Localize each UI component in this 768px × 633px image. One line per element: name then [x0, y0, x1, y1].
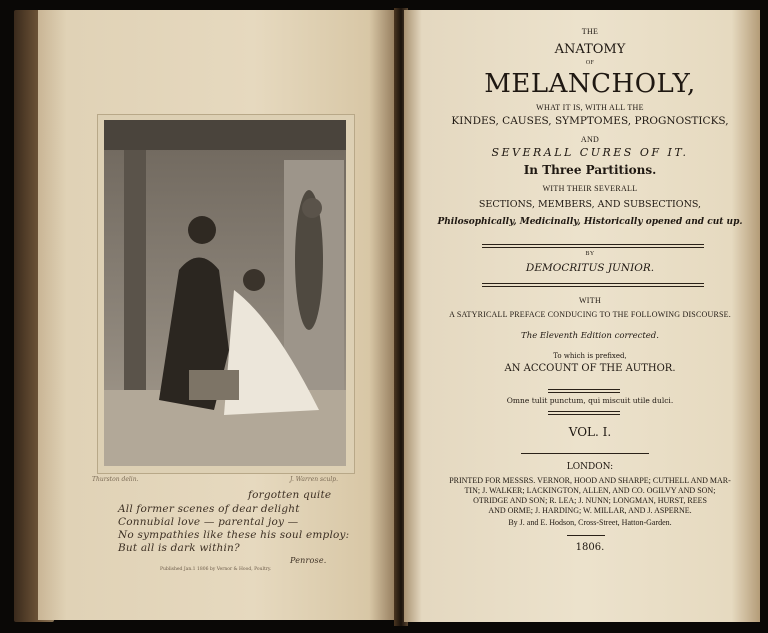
volume-number: VOL. I. [568, 425, 612, 439]
subtitle-sections: SECTIONS, MEMBERS, AND SUBSECTIONS, [478, 199, 702, 210]
edition-line: The Eleventh Edition corrected. [521, 331, 659, 341]
verse-attribution: Penrose. [290, 556, 327, 565]
publication-line: Published Jan.1 1806 by Vernor & Hood, Poultry. [160, 567, 272, 572]
printers-line: AND ORME; J. HARDING; W. MILLAR, AND J. ASPERNE. [488, 506, 692, 515]
subtitle-philosophically: Philosophically, Medicinally, Historically opened and cut up. [437, 217, 743, 227]
subtitle-cures: SEVERALL CURES OF IT. [491, 146, 689, 159]
divider [567, 535, 605, 536]
divider [482, 283, 704, 287]
london-line: LONDON: [566, 462, 614, 472]
engraver-credit: J. Warren sculp. [290, 476, 339, 483]
latin-motto: Omne tulit punctum, qui miscuit utile dulci. [506, 396, 674, 405]
subtitle-kindes: KINDES, CAUSES, SYMPTOMES, PROGNOSTICKS, [451, 115, 729, 127]
verse-line: No sympathies like these his soul employ: [118, 529, 350, 541]
verse-line: Connubial love — parental joy — [118, 516, 299, 528]
publication-year: 1806. [575, 542, 605, 553]
title-of: OF [585, 60, 595, 66]
subtitle-with-their: WITH THEIR SEVERALL [542, 184, 638, 193]
divider [548, 411, 620, 415]
printers-line: PRINTED FOR MESSRS. VERNOR, HOOD AND SHARPE; CUTHELL AND MAR- [449, 476, 731, 485]
account-line: AN ACCOUNT OF THE AUTHOR. [504, 363, 676, 374]
divider [521, 453, 649, 454]
title-anatomy: ANATOMY [554, 42, 626, 57]
subtitle-partitions: In Three Partitions. [523, 163, 657, 177]
printed-by-line: By J. and E. Hodson, Cross-Street, Hatton-Garden. [508, 518, 672, 527]
subtitle-and: AND [580, 135, 600, 144]
divider [548, 389, 620, 393]
artist-credit: Thurston delin. [92, 476, 139, 483]
printers-line: OTRIDGE AND SON; R. LEA; J. NUNN; LONGMAN, HURST, REES [473, 496, 707, 505]
title-melancholy: MELANCHOLY, [484, 69, 696, 99]
verse-line: forgotten quite [248, 489, 332, 501]
with-label: WITH [578, 296, 602, 305]
verse-line: All former scenes of dear delight [118, 503, 300, 515]
preface-line: A SATYRICALL PREFACE CONDUCING TO THE FOLLOWING DISCOURSE. [449, 310, 731, 319]
frontispiece-engraving [104, 120, 346, 466]
verse-line: But all is dark within? [118, 542, 240, 554]
title-the: THE [581, 27, 599, 36]
subtitle-what-it-is: WHAT IT IS, WITH ALL THE [536, 103, 644, 112]
printers-line: TIN; J. WALKER; LACKINGTON, ALLEN, AND CO. OGILVY AND SON; [464, 486, 716, 495]
by-label: BY [585, 251, 595, 257]
author-name: DEMOCRITUS JUNIOR. [525, 262, 655, 274]
divider [482, 244, 704, 248]
prefixed-line: To which is prefixed, [553, 352, 627, 360]
